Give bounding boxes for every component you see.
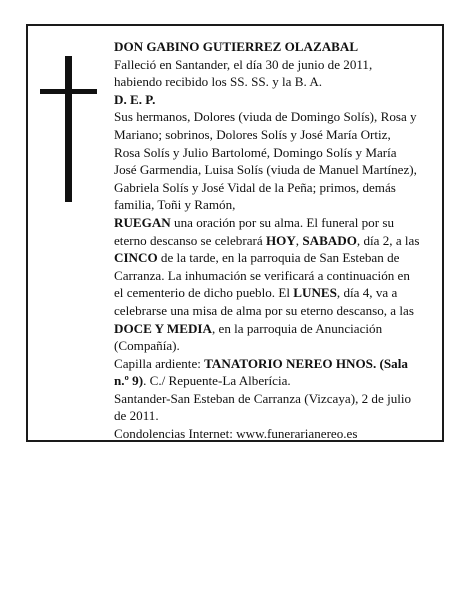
deceased-name (114, 38, 420, 56)
doce-text: DOCE Y MEDIA (114, 320, 212, 336)
funeral-text-5: , en la parroquia de Anunciación (Compañía). (114, 320, 383, 354)
obituary-notice (26, 24, 444, 442)
hoy-text: HOY (265, 232, 296, 248)
lunes-text: LUNES (293, 285, 337, 301)
notice-text (114, 38, 420, 443)
chapel-address: . C./ Repuente-La Alberícia. (143, 373, 291, 389)
funeral-text-3: de la tarde, en la parroquia de San Esteban de Carranza. La inhumación se verificará a continuación en el cementerio de dicho pueblo. El (114, 250, 410, 301)
death-line: Falleció en Santander, el día 30 de junio de 2011, habiendo recibido los SS. SS. y la B. A. (114, 56, 373, 90)
rip-text: D. E. P. (114, 91, 156, 107)
tanatorio-text: TANATORIO NEREO HNOS. (Sala n.º 9) (114, 355, 408, 389)
funeral-paragraph (114, 214, 420, 355)
condolences-line: Condolencias Internet: www.funerarianereo.es (114, 426, 358, 442)
rip-line (114, 91, 420, 109)
place-date: Santander-San Esteban de Carranza (Vizcaya), 2 de julio de 2011. (114, 390, 412, 424)
ruegan-text: RUEGAN (114, 214, 171, 230)
cross-icon (40, 56, 100, 206)
cross-horizontal-bar (40, 89, 97, 94)
family-paragraph: Sus hermanos, Dolores (viuda de Domingo Solís), Rosa y Mariano; sobrinos, Dolores Solís y José María Ortiz, Rosa Solís y Julio Bartolomé, Domingo Solís y María José Garmendia, Luisa Solís (viuda de Manuel Martínez), Gabriela Solís y José Vidal de la Peña; primos, demás familia, Toñi y Ramón, (114, 109, 417, 213)
funeral-text-2: , día 2, a las (356, 232, 420, 248)
funeral-text-1: una oración por su alma. El funeral por su eterno descanso se celebrará (114, 214, 395, 248)
cross-vertical-bar (65, 56, 72, 202)
funeral-text-4: , día 4, va a celebrarse una misa de alma por su eterno descanso, a las (114, 285, 414, 318)
chapel-paragraph (114, 355, 420, 390)
cinco-text: CINCO (114, 250, 158, 266)
chapel-label: Capilla ardiente: (114, 355, 205, 371)
sabado-text: SABADO (302, 232, 357, 248)
comma-text: , (295, 232, 303, 248)
deceased-name-text: DON GABINO GUTIERREZ OLAZABAL (114, 39, 359, 54)
